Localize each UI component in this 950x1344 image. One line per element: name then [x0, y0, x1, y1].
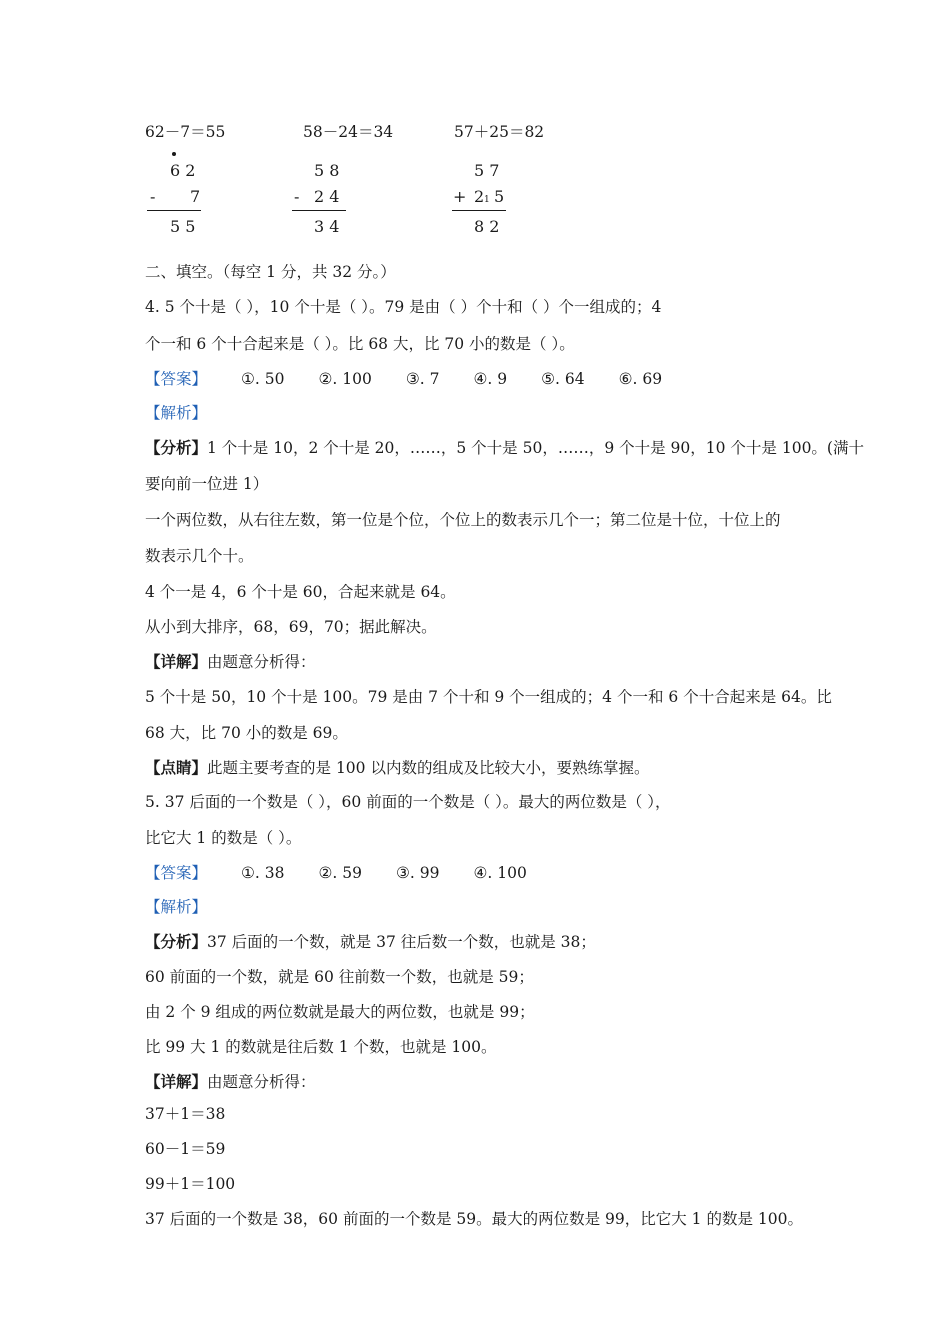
carry-mark: 1 [484, 195, 490, 205]
q5-calc-2: 60－1＝59 [145, 1140, 226, 1158]
q4-fenxi-1 [145, 438, 864, 458]
vertical-operator: + [453, 187, 467, 206]
answer-3: ③. 99 [395, 864, 440, 882]
q4-line-1: 4. 5 个十是（ ），10 个十是（ ）。79 是由（ ）个十和（ ）个一组成的；4 [145, 298, 662, 316]
answer-4: ④. 9 [473, 370, 508, 388]
dianjing-label: 【点睛】 [145, 758, 208, 777]
vertical-middle: 7 [190, 187, 201, 206]
answer-4: ④. 100 [473, 864, 527, 882]
vertical-middle-ones: 5 [494, 187, 505, 206]
equation-2: 58－24＝34 [303, 123, 394, 141]
answer-label: 【答案】 [145, 864, 208, 882]
q5-fenxi-4: 比 99 大 1 的数就是往后数 1 个数，也就是 100。 [145, 1038, 497, 1056]
section-title: 二、填空。（每空 1 分，共 32 分。） [145, 263, 396, 281]
q4-para-3: 4 个一是 4，6 个十是 60，合起来就是 64。 [145, 583, 456, 601]
vertical-operator: - [150, 187, 156, 206]
detail-label: 【详解】 [145, 652, 208, 671]
vertical-rule [292, 210, 346, 211]
fenxi-label: 【分析】 [145, 932, 208, 951]
answer-1: ①. 38 [241, 864, 285, 882]
detail-text: 由题意分析得： [207, 1073, 316, 1091]
vertical-operator: - [294, 187, 300, 206]
answer-2: ②. 100 [318, 370, 372, 388]
analysis-label: 【解析】 [145, 404, 208, 422]
q5-fenxi-2: 60 前面的一个数，就是 60 往前数一个数，也就是 59； [145, 968, 534, 986]
q4-line-2: 个一和 6 个十合起来是（ ）。比 68 大，比 70 小的数是（ ）。 [145, 335, 575, 353]
answer-1: ①. 50 [241, 370, 285, 388]
q5-line-2: 比它大 1 的数是（ ）。 [145, 829, 302, 847]
q5-line-1: 5. 37 后面的一个数是（ ），60 前面的一个数是（ ）。最大的两位数是（ ）， [145, 793, 671, 811]
equation-3: 57＋25＝82 [454, 123, 545, 141]
detail-label: 【详解】 [145, 1072, 208, 1091]
vertical-top: 5 8 [314, 161, 340, 180]
q5-detail-head [145, 1072, 316, 1092]
borrow-dot [172, 152, 176, 156]
vertical-middle-tens: 2 [474, 187, 485, 206]
q5-conclusion: 37 后面的一个数是 38，60 前面的一个数是 59。最大的两位数是 99，比它大 1 的数是 100。 [145, 1210, 803, 1228]
vertical-result: 3 4 [314, 217, 340, 236]
q4-answer-row [145, 369, 662, 389]
detail-text: 由题意分析得： [207, 653, 316, 671]
q4-detail-1: 5 个十是 50，10 个十是 100。79 是由 7 个十和 9 个一组成的；4 个一和 6 个十合起来是 64。比 [145, 688, 832, 706]
answer-5: ⑤. 64 [541, 370, 585, 388]
answer-2: ②. 59 [318, 864, 362, 882]
vertical-top: 6 2 [170, 161, 196, 180]
q4-fenxi-2: 要向前一位进 1） [145, 475, 269, 493]
fenxi-text: 37 后面的一个数，就是 37 往后数一个数，也就是 38； [207, 933, 596, 951]
q4-para-1: 一个两位数，从右往左数，第一位是个位，个位上的数表示几个一；第二位是十位，十位上的 [145, 511, 781, 529]
fenxi-label: 【分析】 [145, 438, 208, 457]
vertical-middle: 2 4 [314, 187, 340, 206]
q4-para-4: 从小到大排序，68，69，70；据此解决。 [145, 618, 437, 636]
q4-detail-2: 68 大，比 70 小的数是 69。 [145, 724, 348, 742]
vertical-rule [147, 210, 201, 211]
vertical-rule [452, 210, 506, 211]
dianjing-text: 此题主要考查的是 100 以内数的组成及比较大小，要熟练掌握。 [207, 759, 650, 777]
q4-dianjing [145, 758, 649, 778]
answer-label: 【答案】 [145, 370, 208, 388]
q5-calc-3: 99＋1＝100 [145, 1175, 236, 1193]
vertical-result: 5 5 [170, 217, 196, 236]
vertical-result: 8 2 [474, 217, 500, 236]
q4-detail-head [145, 652, 316, 672]
q5-fenxi-3: 由 2 个 9 组成的两位数就是最大的两位数，也就是 99； [145, 1003, 535, 1021]
equation-1: 62－7＝55 [145, 123, 226, 141]
analysis-label: 【解析】 [145, 898, 208, 916]
q4-para-2: 数表示几个十。 [145, 547, 254, 565]
answer-6: ⑥. 69 [618, 370, 663, 388]
answer-3: ③. 7 [405, 370, 440, 388]
q5-fenxi-1 [145, 932, 596, 952]
vertical-top: 5 7 [474, 161, 500, 180]
q5-answer-row [145, 863, 527, 883]
fenxi-text: 1 个十是 10，2 个十是 20，……，5 个十是 50，……，9 个十是 90，10 个十是 100。(满十 [207, 439, 864, 457]
q5-calc-1: 37＋1＝38 [145, 1105, 226, 1123]
